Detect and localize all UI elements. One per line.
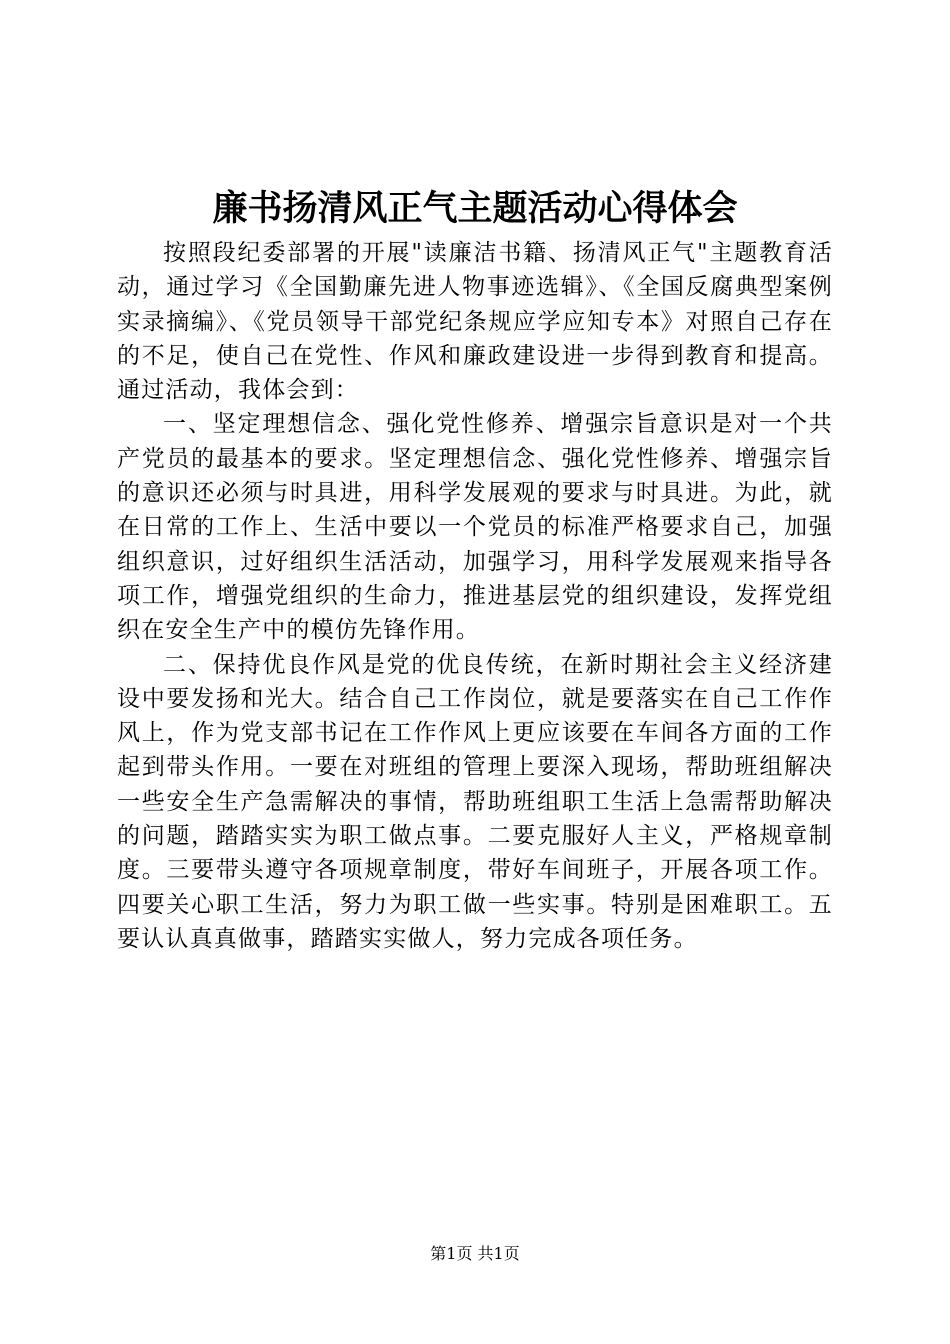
paragraph-intro: 按照段纪委部署的开展"读廉洁书籍、扬清风正气"主题教育活动，通过学习《全国勤廉先进人物事迹选辑》、《全国反腐典型案例实录摘编》、《党员领导干部党纪条规应学应知专本》对照自己存在的不足，使自己在党性、作风和廉政建设进一步得到教育和提高。通过活动，我体会到： xyxy=(117,240,833,404)
document-title: 廉书扬清风正气主题活动心得体会 xyxy=(212,188,738,229)
page-footer: 第1页 共1页 xyxy=(430,1244,520,1263)
paragraph-point-one: 一、坚定理想信念、强化党性修养、增强宗旨意识是对一个共产党员的最基本的要求。坚定理想信念、强化党性修养、增强宗旨的意识还必须与时具进，用科学发展观的要求与时具进。为此，就在日常的工作上、生活中要以一个党员的标准严格要求自己，加强组织意识，过好组织生活活动，加强学习，用科学发展观来指导各项工作，增强党组织的生命力，推进基层党的组织建设，发挥党组织在安全生产中的模仿先锋作用。 xyxy=(117,411,833,644)
document-body xyxy=(117,236,833,956)
paragraph-point-two: 二、保持优良作风是党的优良传统，在新时期社会主义经济建设中要发扬和光大。结合自己工作岗位，就是要落实在自己工作作风上，作为党支部书记在工作作风上更应该要在车间各方面的工作起到带头作用。一要在对班组的管理上要深入现场，帮助班组解决一些安全生产急需解决的事情，帮助班组职工生活上急需帮助解决的问题，踏踏实实为职工做点事。二要克服好人主义，严格规章制度。三要带头遵守各项规章制度，带好车间班子，开展各项工作。四要关心职工生活，努力为职工做一些实事。特别是困难职工。五要认认真真做事，踏踏实实做人，努力完成各项任务。 xyxy=(117,651,833,952)
